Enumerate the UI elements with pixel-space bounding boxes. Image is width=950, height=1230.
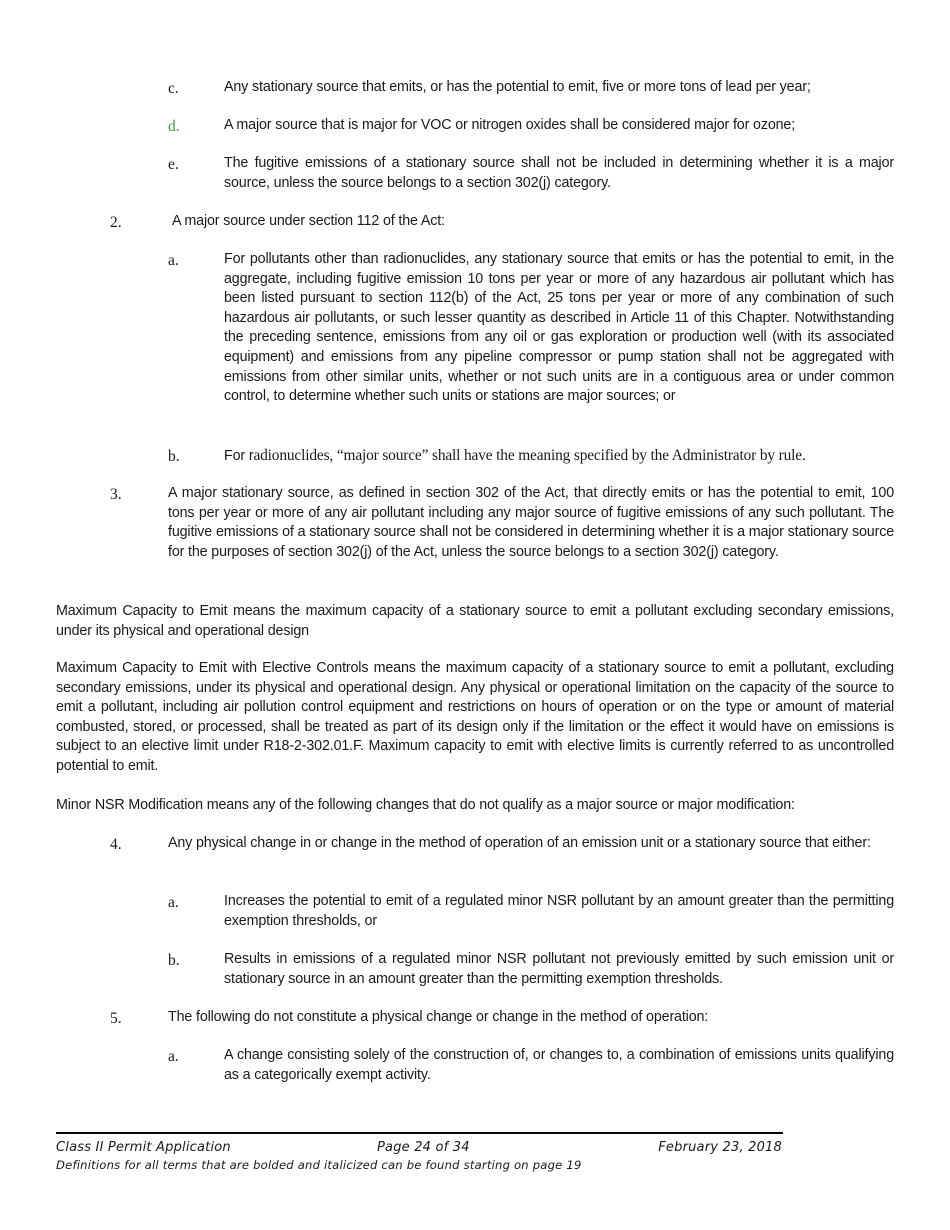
definition-minor-nsr: Minor NSR Modification means any of the following changes that do not qualify as a major source or major modification: (56, 797, 795, 813)
footer-date: February 23, 2018 (658, 1140, 782, 1155)
list-item-c: Any stationary source that emits, or has the potential to emit, five or more tons of lead per year; (224, 79, 811, 95)
list-item-2: A major source under section 112 of the Act: (172, 213, 445, 229)
list-marker-5: 5. (110, 1010, 122, 1027)
list-item-2b (224, 446, 894, 467)
footer-note: Definitions for all terms that are bolded and italicized can be found starting on page 19 (56, 1158, 582, 1172)
list-marker-4a: a. (168, 894, 179, 911)
list-marker-2: 2. (110, 214, 122, 231)
list-item-3: A major stationary source, as defined in section 302 of the Act, that directly emits or has the potential to emit, 100 tons per year or more of any air pollutant including any major source of fugitive emissions of any such pollutant. The fugitive emissions of a stationary source shall not be considered in determining whether it is a major stationary source for the purposes of section 302(j) of the Act, unless the source belongs to a section 302(j) category. (168, 485, 894, 560)
definition-max-capacity: Maximum Capacity to Emit means the maximum capacity of a stationary source to emit a pollutant excluding secondary emissions, under its physical and operational design (56, 603, 894, 639)
footer-page-number: Page 24 of 34 (377, 1140, 470, 1155)
list-marker-5a: a. (168, 1048, 179, 1065)
list-item-5a: A change consisting solely of the construction of, or changes to, a combination of emissions units qualifying as a categorically exempt activity. (224, 1047, 894, 1083)
footer-rule (56, 1132, 783, 1134)
list-item-4a: Increases the potential to emit of a regulated minor NSR pollutant by an amount greater than the permitting exemption thresholds, or (224, 893, 894, 929)
list-item-e: The fugitive emissions of a stationary source shall not be included in determining whether it is a major source, unless the source belongs to a section 302(j) category. (224, 155, 894, 191)
list-item-4: Any physical change in or change in the method of operation of an emission unit or a stationary source that either: (168, 835, 871, 851)
footer-title: Class II Permit Application (56, 1140, 231, 1155)
list-marker-4b: b. (168, 952, 180, 969)
list-item-d: A major source that is major for VOC or nitrogen oxides shall be considered major for ozone; (224, 117, 796, 133)
definition-max-capacity-elective: Maximum Capacity to Emit with Elective Controls means the maximum capacity of a stationary source to emit a pollutant, excluding secondary emissions, under its physical and operational design. Any physical or operational limitation on the capacity of the source to emit a pollutant, including air pollution control equipment and restrictions on hours of operation or on the type or amount of material combusted, stored, or processed, shall be treated as part of its design only if the limitation or the effect it would have on emissions is subject to an elective limit under R18-2-302.01.F. Maximum capacity to emit with elective limits is currently referred to as uncontrolled potential to emit. (56, 660, 894, 774)
list-marker-2b: b. (168, 448, 180, 465)
list-marker-3: 3. (110, 486, 122, 503)
list-item-2a: For pollutants other than radionuclides, any stationary source that emits or has the potential to emit, in the aggregate, including fugitive emission 10 tons per year or more of any hazardous air pollutant which has been listed pursuant to section 112(b) of the Act, 25 tons per year or more of any combination of such hazardous air pollutants, or such lesser quantity as described in Article 11 of this Chapter. Notwithstanding the preceding sentence, emissions from any oil or gas exploration or production well (with its associated equipment) and emissions from any pipeline compressor or pump station shall not be aggregated with emissions from other similar units, whether or not such units are in a contiguous area or under common control, to determine whether such units or stations are major sources; or (224, 251, 894, 405)
list-marker-e: e. (168, 156, 179, 173)
list-item-4b: Results in emissions of a regulated minor NSR pollutant not previously emitted by such emission unit or stationary source in an amount greater than the permitting exemption thresholds. (224, 951, 894, 987)
list-item-2b-start: For r (224, 448, 254, 464)
list-marker-2a: a. (168, 252, 179, 269)
list-marker-c: c. (168, 80, 179, 97)
list-marker-4: 4. (110, 836, 122, 853)
list-item-5: The following do not constitute a physical change or change in the method of operation: (168, 1009, 709, 1025)
list-item-2b-rest: adionuclides, “major source” shall have the meaning specified by the Administrator by rule. (253, 447, 806, 464)
list-marker-d: d. (168, 118, 180, 135)
